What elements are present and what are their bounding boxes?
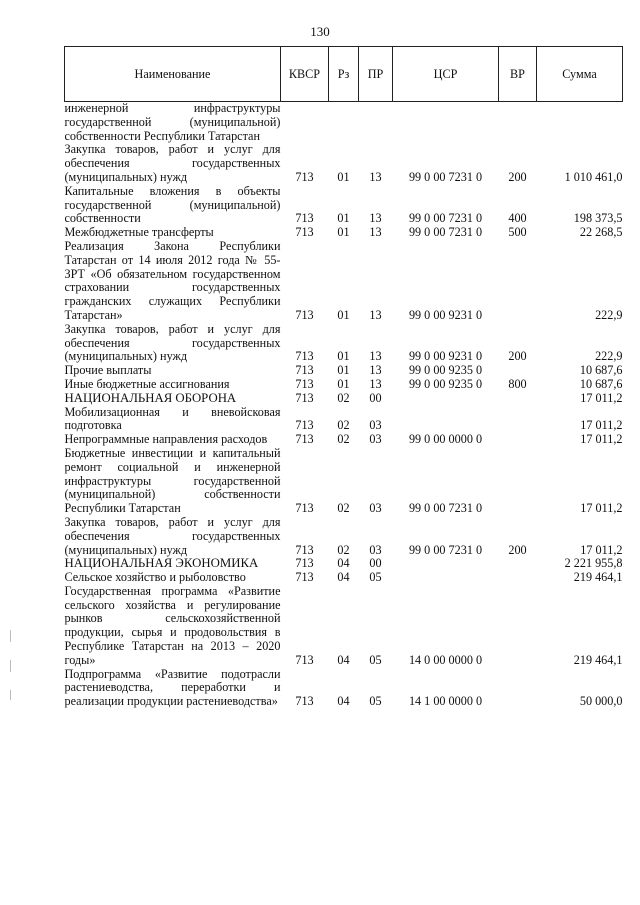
cell-kvsr: 713 [295,225,314,240]
cell-csr: 99 0 00 7231 0 [408,501,483,516]
cell-rz: 01 [337,349,350,364]
cell-sum: 50 000,0 [579,694,623,709]
table-header-row [65,47,623,102]
table-row [65,364,623,378]
cell-rz: 02 [337,542,350,557]
column-header-rz: Рз [329,47,359,102]
cell-csr [393,392,499,406]
cell-vr [499,240,537,323]
cell-pr: 13 [369,211,382,226]
table-row [65,516,623,557]
cell-name: НАЦИОНАЛЬНАЯ ЭКОНОМИКА [64,556,259,571]
cell-name: Закупка товаров, работ и услуг для обеспечения государственных (муниципальных) нужд [64,321,281,364]
cell-name: Прочие выплаты [64,363,152,378]
cell-csr: 99 0 00 9231 0 [408,307,483,322]
cell-pr: 13 [369,363,382,378]
table-row [65,406,623,434]
cell-name: Капитальные вложения в объекты государственной (муниципальной) собственности [64,183,281,226]
cell-rz: 01 [337,225,350,240]
cell-name: инженерной инфраструктуры государственной (муниципальной) собственности Республики Татарстан [64,101,281,143]
cell-pr: 05 [369,570,382,585]
cell-vr: 800 [508,376,527,391]
cell-name: Закупка товаров, работ и услуг для обеспечения государственных (муниципальных) нужд [64,514,281,557]
table-row [65,668,623,709]
cell-kvsr: 713 [295,542,314,557]
cell-rz [329,102,359,144]
cell-vr [499,585,537,668]
cell-rz: 02 [337,418,350,433]
cell-vr [499,557,537,571]
cell-sum: 222,9 [595,307,623,322]
cell-pr: 13 [369,349,382,364]
cell-rz: 04 [337,556,350,571]
cell-csr: 99 0 00 7231 0 [408,169,483,184]
column-header-csr: ЦСР [393,47,499,102]
cell-sum: 219 464,1 [573,570,623,585]
cell-name: Подпрограмма «Развитие подотрасли растениеводства, переработки и реализации продукции растениеводства» [64,666,281,709]
cell-csr [393,102,499,144]
cell-name: Непрограммные направления расходов [64,432,268,447]
cell-kvsr: 713 [295,652,314,667]
cell-sum: 2 221 955,8 [564,556,623,571]
cell-kvsr: 713 [295,694,314,709]
cell-rz: 04 [337,694,350,709]
cell-pr: 03 [369,542,382,557]
cell-sum: 10 687,6 [579,363,623,378]
cell-csr: 99 0 00 7231 0 [408,542,483,557]
cell-csr [393,571,499,585]
table-row [65,571,623,585]
cell-kvsr: 713 [295,211,314,226]
cell-sum: 17 011,2 [580,418,623,433]
cell-name: Реализация Закона Республики Татарстан от 14 июля 2012 года № 55-ЗРТ «Об обязательном государственном страховании государственных гражданских служащих Республики Татарстан» [64,238,281,322]
cell-kvsr: 713 [295,556,314,571]
cell-vr [499,668,537,709]
cell-pr: 13 [369,376,382,391]
cell-rz: 02 [337,390,350,405]
cell-kvsr [281,102,329,144]
cell-pr [359,102,393,144]
cell-sum: 1 010 461,0 [564,169,623,184]
cell-kvsr: 713 [295,376,314,391]
cell-rz: 01 [337,363,350,378]
cell-pr: 03 [369,418,382,433]
cell-csr: 99 0 00 7231 0 [408,225,483,240]
cell-vr: 400 [508,211,527,226]
cell-rz: 02 [337,501,350,516]
cell-vr [499,364,537,378]
cell-kvsr: 713 [295,570,314,585]
cell-name: НАЦИОНАЛЬНАЯ ОБОРОНА [64,390,237,405]
cell-rz: 01 [337,307,350,322]
cell-name: Государственная программа «Развитие сельского хозяйства и регулирование рынков сельскохозяйственной продукции, сырья и продовольствия в Республике Татарстан на 2013 – 2020 годы» [64,583,281,667]
cell-csr: 99 0 00 9235 0 [408,376,483,391]
cell-kvsr: 713 [295,390,314,405]
cell-csr: 14 1 00 0000 0 [408,694,483,709]
cell-rz: 04 [337,652,350,667]
cell-sum: 22 268,5 [579,225,623,240]
cell-name: Бюджетные инвестиции и капитальный ремонт социальной и инженерной инфраструктуры государственной (муниципальной) собственности Республики Татарстан [64,445,281,516]
cell-csr [393,557,499,571]
cell-csr: 99 0 00 7231 0 [408,211,483,226]
cell-kvsr: 713 [295,432,314,447]
cell-sum: 198 373,5 [573,211,623,226]
cell-pr: 00 [369,390,382,405]
cell-csr: 99 0 00 0000 0 [408,432,483,447]
margin-mark [10,690,11,700]
margin-mark [10,660,11,672]
cell-pr: 03 [369,432,382,447]
cell-vr [499,433,537,447]
cell-kvsr: 713 [295,307,314,322]
column-header-vr: ВР [499,47,537,102]
table-row [65,433,623,447]
table-row [65,585,623,668]
cell-kvsr: 713 [295,363,314,378]
cell-name: Закупка товаров, работ и услуг для обеспечения государственных (муниципальных) нужд [64,142,281,184]
table-row [65,240,623,323]
cell-vr: 200 [508,169,527,184]
cell-csr: 99 0 00 9235 0 [408,363,483,378]
cell-vr: 200 [508,349,527,364]
cell-pr: 05 [369,652,382,667]
cell-kvsr: 713 [295,169,314,184]
cell-csr: 99 0 00 9231 0 [408,349,483,364]
cell-name: Сельское хозяйство и рыболовство [64,570,246,585]
cell-pr: 13 [369,169,382,184]
cell-kvsr: 713 [295,418,314,433]
cell-sum: 17 011,2 [580,501,623,516]
budget-table [64,46,623,709]
cell-sum: 222,9 [595,349,623,364]
cell-pr: 13 [369,307,382,322]
cell-sum [537,102,623,144]
cell-name: Иные бюджетные ассигнования [64,376,230,391]
cell-name: Межбюджетные трансферты [64,225,214,240]
column-header-name: Наименование [65,47,281,102]
table-row [65,557,623,571]
table-row [65,392,623,406]
cell-vr: 500 [508,225,527,240]
cell-name: Мобилизационная и вневойсковая подготовка [64,404,281,433]
cell-vr [499,102,537,144]
column-header-sum: Сумма [537,47,623,102]
page-number: 130 [310,24,330,39]
cell-rz: 01 [337,211,350,226]
table-row [65,323,623,364]
cell-pr: 13 [369,225,382,240]
cell-pr: 00 [369,556,382,571]
cell-csr [393,406,499,434]
cell-kvsr: 713 [295,349,314,364]
cell-rz: 01 [337,169,350,184]
table-row [65,102,623,144]
table-row [65,226,623,240]
table-row [65,143,623,184]
cell-rz: 01 [337,376,350,391]
column-header-kvsr: КВСР [281,47,329,102]
cell-sum: 17 011,2 [580,390,623,405]
cell-vr [499,392,537,406]
cell-vr: 200 [508,542,527,557]
cell-sum: 10 687,6 [579,376,623,391]
cell-kvsr: 713 [295,501,314,516]
cell-vr [499,571,537,585]
margin-mark [10,630,11,642]
cell-csr: 14 0 00 0000 0 [408,652,483,667]
cell-pr: 03 [369,501,382,516]
cell-vr [499,406,537,434]
cell-sum: 17 011,2 [580,542,623,557]
cell-sum: 219 464,1 [573,652,623,667]
column-header-pr: ПР [359,47,393,102]
table-row [65,185,623,226]
cell-rz: 04 [337,570,350,585]
cell-vr [499,447,537,516]
table-body [65,102,623,710]
cell-rz: 02 [337,432,350,447]
table-row [65,378,623,392]
cell-pr: 05 [369,694,382,709]
cell-sum: 17 011,2 [580,432,623,447]
table-row [65,447,623,516]
